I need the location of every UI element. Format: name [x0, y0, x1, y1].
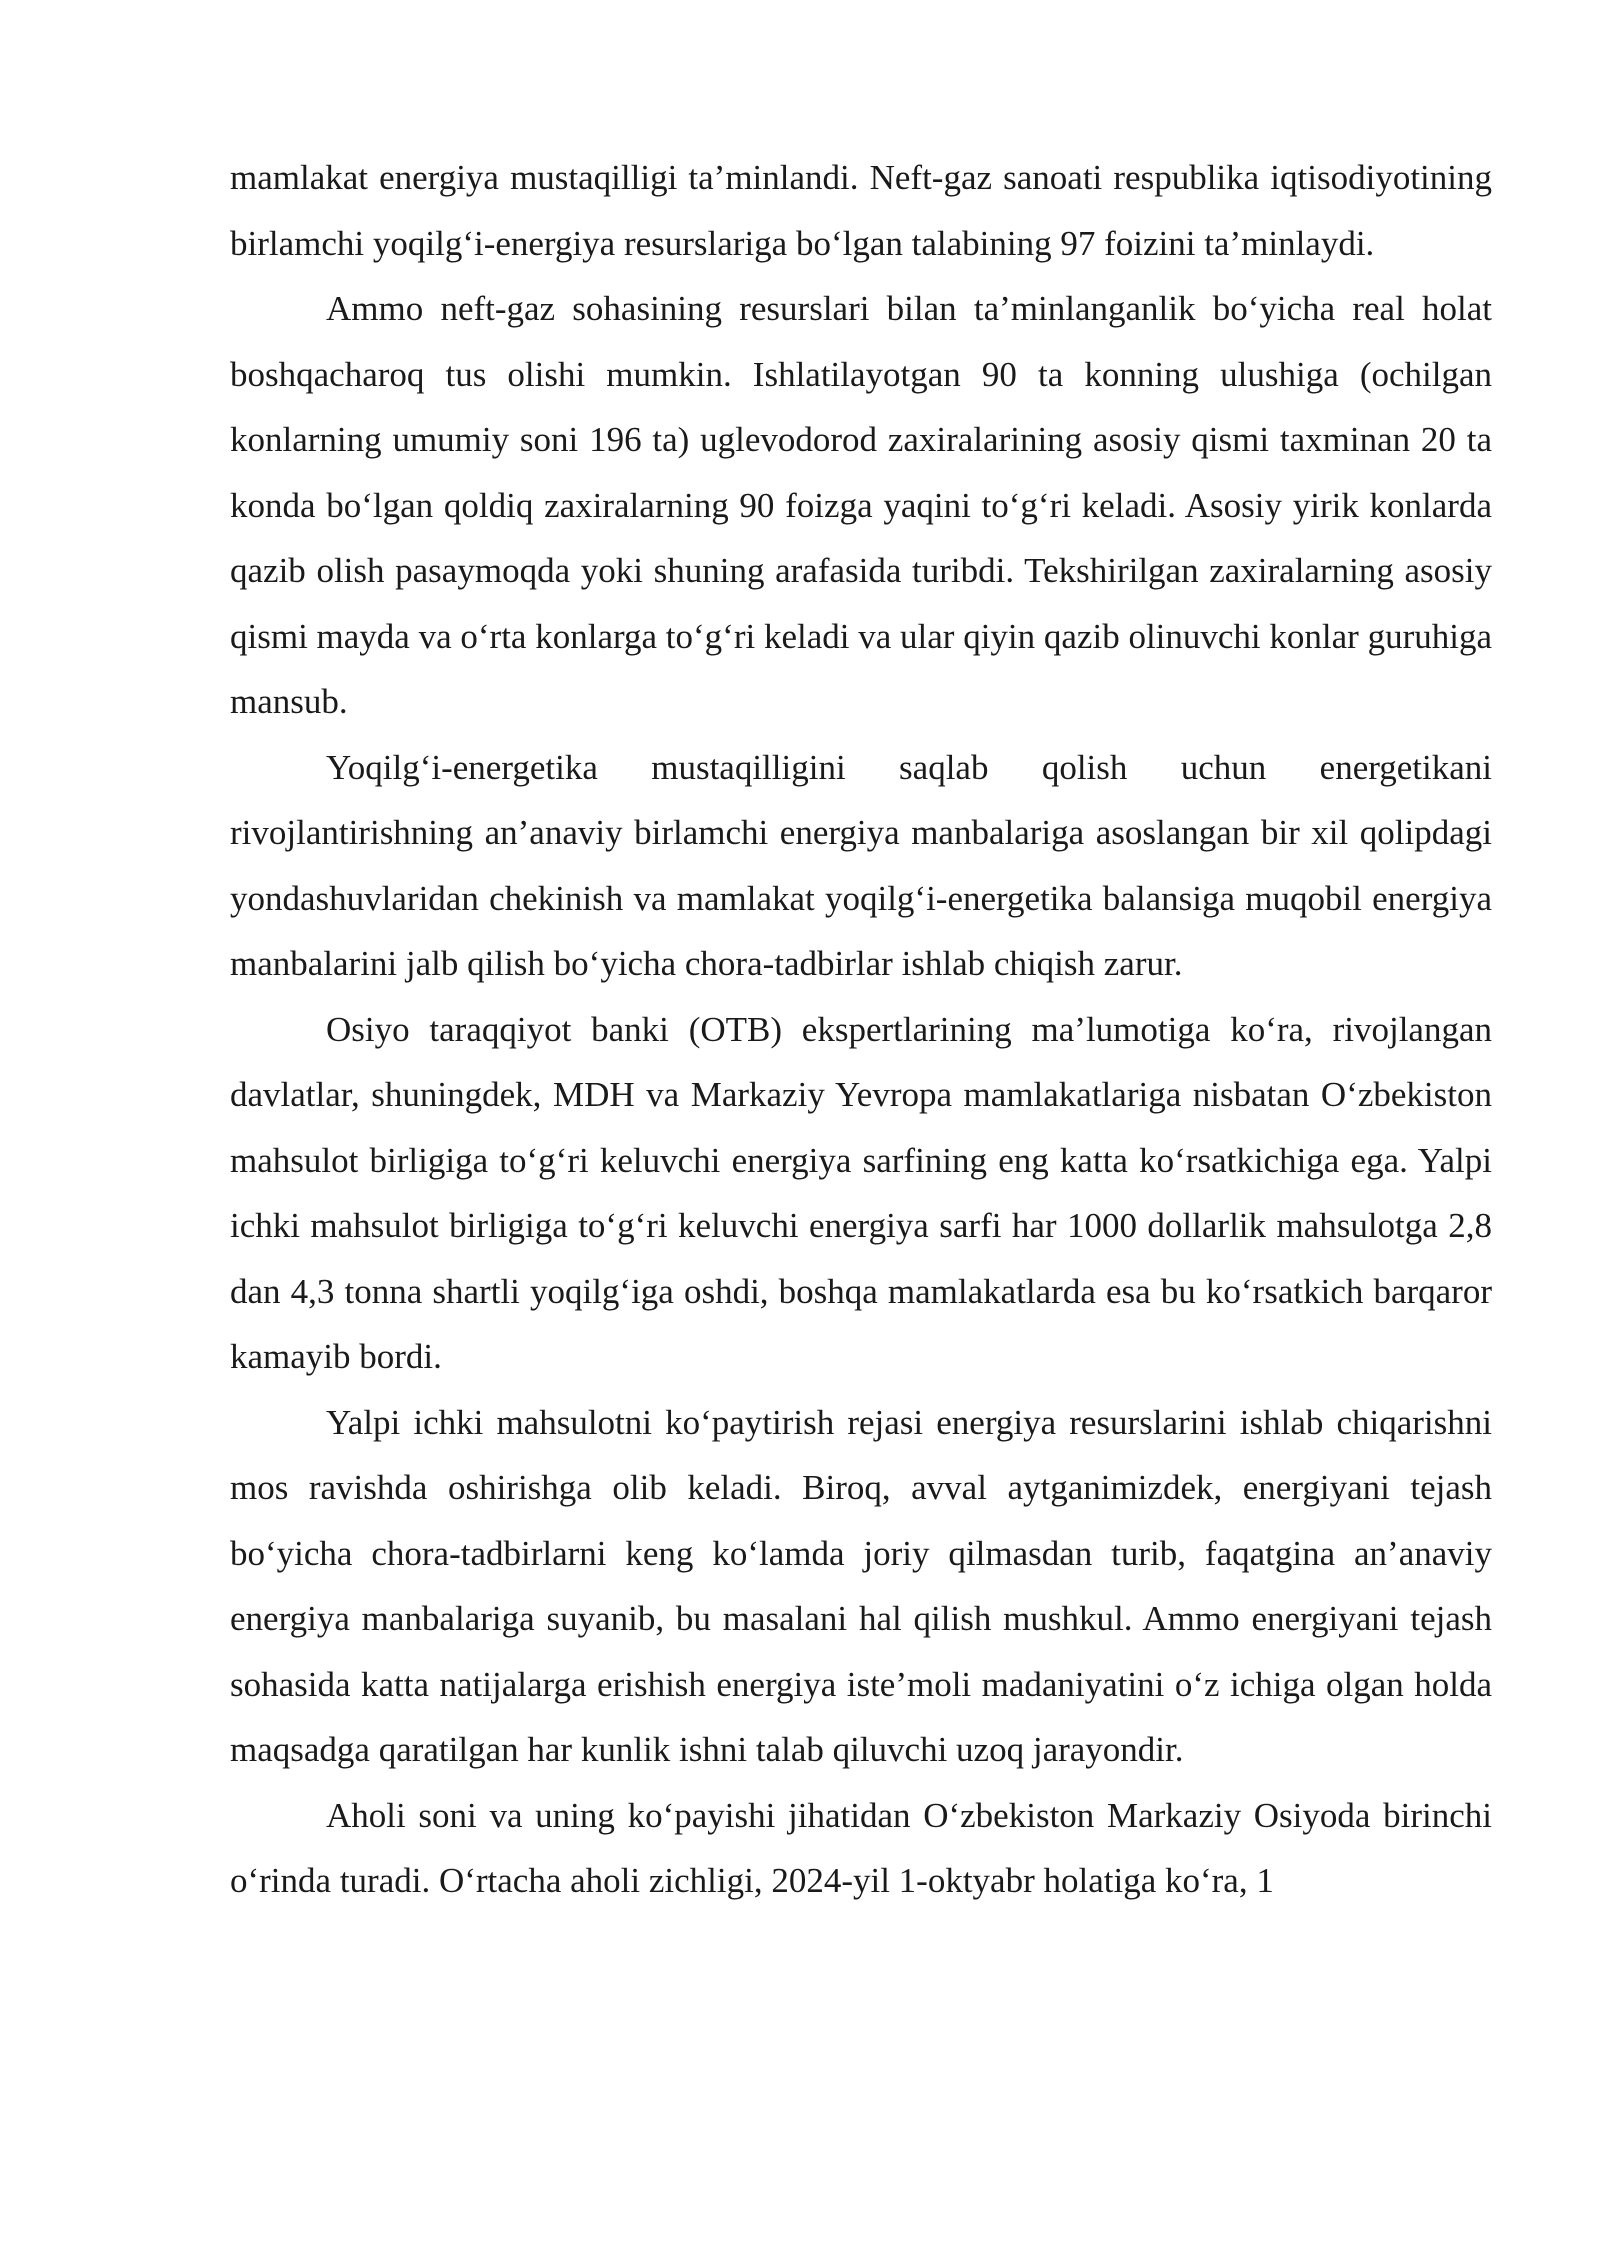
- paragraph-energy-independence: mamlakat energiya mustaqilligi ta’minlandi. Neft-gaz sanoati respublika iqtisodiyotining birlamchi yoqilg‘i-energiya resurslariga bo‘lgan talabining 97 foizini ta’minlaydi.: [230, 158, 1492, 263]
- document-page: [230, 145, 1492, 1914]
- paragraph-population: Aholi soni va uning ko‘payishi jihatidan O‘zbekiston Markaziy Osiyoda birinchi o‘rinda turadi. O‘rtacha aholi zichligi, 2024-yil 1-oktyabr holatiga ko‘ra, 1: [230, 1795, 1492, 1900]
- paragraph-fuel-energy-independence: Yoqilg‘i-energetika mustaqilligini saqlab qolish uchun energetikani rivojlantirishning an’anaviy birlamchi energiya manbalariga asoslangan bir xil qolipdagi yondashuvlaridan chekinish va mamlakat yoqilg‘i-energetika balansiga muqobil energiya manbalarini jalb qilish bo‘yicha chora-tadbirlar ishlab chiqish zarur.: [230, 747, 1492, 983]
- paragraph-gdp-growth: Yalpi ichki mahsulotni ko‘paytirish rejasi energiya resurslarini ishlab chiqarishni mos ravishda oshirishga olib keladi. Biroq, avval aytganimizdek, energiyani tejash bo‘yicha chora-tadbirlarni keng ko‘lamda joriy qilmasdan turib, faqatgina an’anaviy energiya manbalariga suyanib, bu masalani hal qilish mushkul. Ammo energiyani tejash sohasida katta natijalarga erishish energiya iste’moli madaniyatini o‘z ichiga olgan holda maqsadga qaratilgan har kunlik ishni talab qiluvchi uzoq jarayondir.: [230, 1402, 1492, 1769]
- paragraph-oil-gas-resources: Ammo neft-gaz sohasining resurslari bilan ta’minlanganlik bo‘yicha real holat boshqacharoq tus olishi mumkin. Ishlatilayotgan 90 ta konning ulushiga (ochilgan konlarning umumiy soni 196 ta) uglevodorod zaxiralarining asosiy qismi taxminan 20 ta konda bo‘lgan qoldiq zaxiralarning 90 foizga yaqini to‘g‘ri keladi. Asosiy yirik konlarda qazib olish pasaymoqda yoki shuning arafasida turibdi. Tekshirilgan zaxiralarning asosiy qismi mayda va o‘rta konlarga to‘g‘ri keladi va ular qiyin qazib olinuvchi konlar guruhiga mansub.: [230, 289, 1492, 721]
- paragraph-adb-experts: Osiyo taraqqiyot banki (OTB) ekspertlarining ma’lumotiga ko‘ra, rivojlangan davlatlar, shuningdek, MDH va Markaziy Yevropa mamlakatlariga nisbatan O‘zbekiston mahsulot birligiga to‘g‘ri keluvchi energiya sarfining eng katta ko‘rsatkichiga ega. Yalpi ichki mahsulot birligiga to‘g‘ri keluvchi energiya sarfi har 1000 dollarlik mahsulotga 2,8 dan 4,3 tonna shartli yoqilg‘iga oshdi, boshqa mamlakatlarda esa bu ko‘rsatkich barqaror kamayib bordi.: [230, 1009, 1492, 1376]
